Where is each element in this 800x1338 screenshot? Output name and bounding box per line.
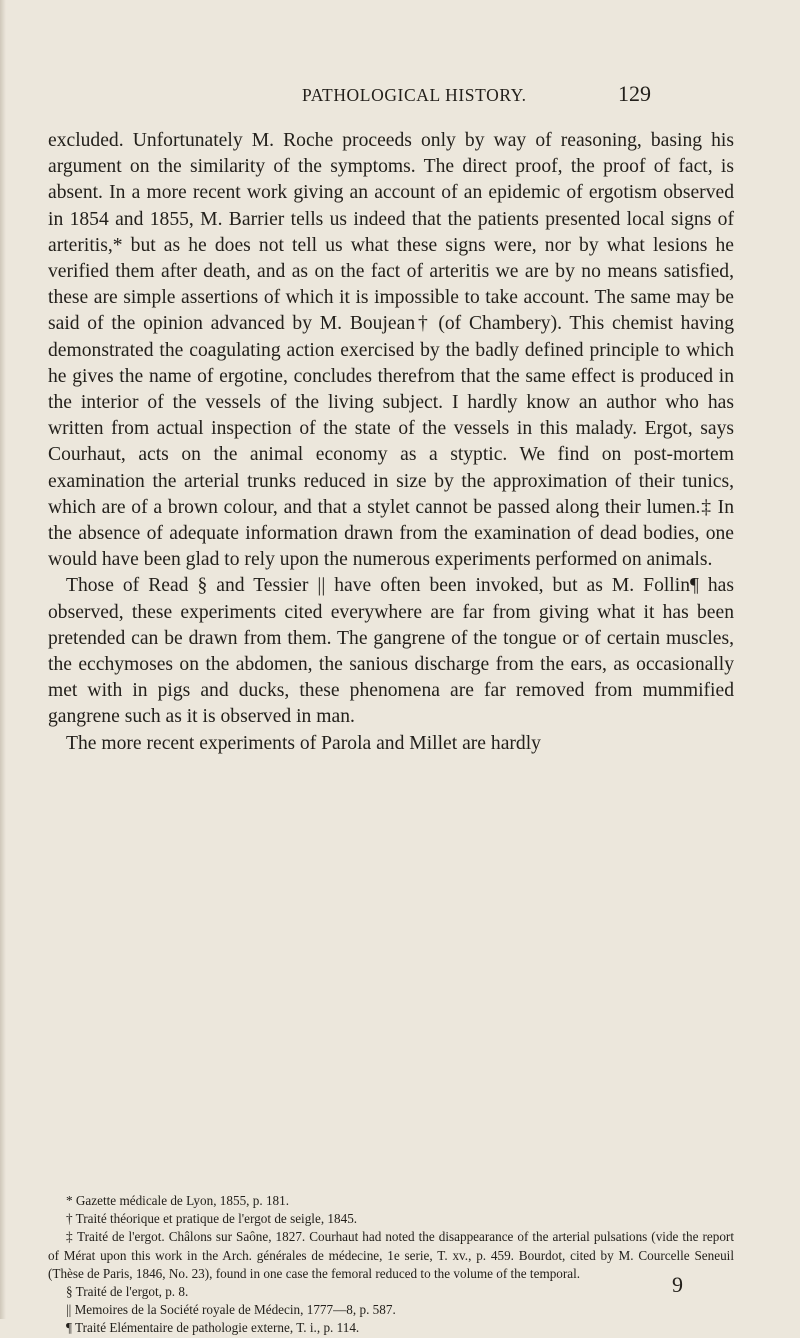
- footnote-1: * Gazette médicale de Lyon, 1855, p. 181.: [66, 1193, 290, 1208]
- paragraph-1: excluded. Unfortunately M. Roche proceeds only by way of reasoning, basing his argument on the similarity of the symptoms. The direct proof, the proof of fact, is absent. In a more recent work giving an account of an epidemic of ergotism observed in 1854 and 1855, M. Barrier tells us indeed that the patients presented local signs of arteritis,* but as he does not tell us what these signs were, nor by what lesions he verified them after death, and as on the fact of arteritis we are by no means satisfied, these are simple assertions of which it is impossible to take account. The same may be said of the opinion advanced by M. Boujean† (of Chambery). This chemist having demonstrated the coagulating action exercised by the badly defined principle to which he gives the name of ergotine, concludes therefrom that the same effect is produced in the interior of the vessels of the living subject. I hardly know an author who has written from actual inspection of the state of the vessels in this malady. Ergot, says Courhaut, acts on the animal economy as a styptic. We find on post-mortem examination the arterial trunks reduced in size by the approximation of their tunics, which are of a brown colour, and that a stylet cannot be passed along their lumen.‡ In the absence of adequate information drawn from the examination of dead bodies, one would have been glad to rely upon the numerous experiments performed on animals.: [48, 130, 734, 571]
- signature-mark: 9: [672, 1272, 683, 1297]
- page-number: 129: [618, 81, 651, 106]
- footnote-5: || Memoires de la Société royale de Médecin, 1777—8, p. 587.: [66, 1302, 396, 1318]
- footnote-3: ‡ Traité de l'ergot. Châlons sur Saône, 1827. Courhaut had noted the disappearance of the arterial pulsations (vide the report of Mérat upon this work in the Arch. générales de médecine, 1e serie, T. xv., p. 459. Bourdot, cited by M. Courcelle Seneuil (Thèse de Paris, 1846, No. 23), found in one case the femoral reduced to the volume of the temporal.: [48, 1229, 734, 1281]
- body-text: [48, 128, 734, 757]
- paragraph-3: The more recent experiments of Parola and Millet are hardly: [66, 732, 541, 754]
- paragraph-2: Those of Read § and Tessier || have often been invoked, but as M. Follin¶ has observed, these experiments cited everywhere are far from giving what it has been pretended can be drawn from them. The gangrene of the tongue or of certain muscles, the ecchymoses on the abdomen, the sanious discharge from the ears, as occasionally met with in pigs and ducks, these phenomena are far removed from mummified gangrene such as it is observed in man.: [48, 575, 734, 728]
- page-gutter-shadow: [0, 0, 6, 1319]
- running-title: PATHOLOGICAL HISTORY.: [302, 85, 527, 105]
- footnote-4: § Traité de l'ergot, p. 8.: [66, 1284, 189, 1300]
- footnote-2: † Traité théorique et pratique de l'ergot de seigle, 1845.: [66, 1211, 358, 1227]
- footnote-6: ¶ Traité Elémentaire de pathologie externe, T. i., p. 114.: [66, 1320, 360, 1336]
- footnotes: [48, 1192, 734, 1338]
- page-header: [0, 81, 800, 111]
